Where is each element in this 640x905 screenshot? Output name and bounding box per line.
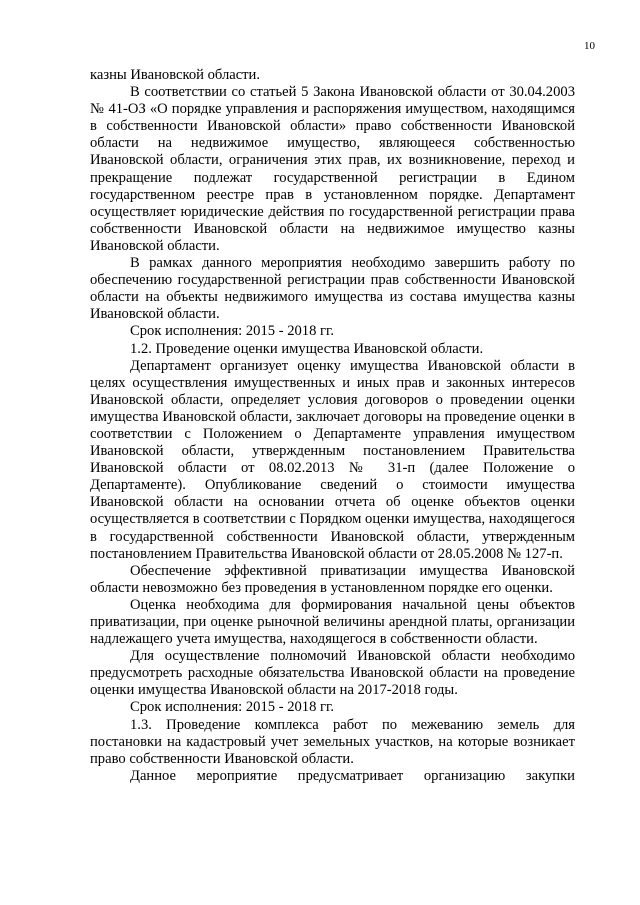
- document-body: [90, 67, 575, 785]
- paragraph-privatization: Обеспечение эффективной приватизации имущества Ивановской области невозможно без проведения в установленном порядке его оценки.: [90, 562, 575, 596]
- paragraph-valuation-purpose: Оценка необходима для формирования начальной цены объектов приватизации, при оценке рыночной величины арендной платы, организации надлежащего учета имущества, находящегося в собственности области.: [90, 596, 575, 648]
- paragraph-continuation: казны Ивановской области.: [90, 67, 261, 83]
- section-heading-1-2: 1.2. Проведение оценки имущества Ивановской области.: [130, 340, 484, 357]
- section-heading-1-3: 1.3. Проведение комплекса работ по межеванию земель для постановки на кадастровый учет земельных участков, на которые возникает право собственности Ивановской области.: [90, 716, 575, 767]
- paragraph-registration-law: В соответствии со статьей 5 Закона Ивановской области от 30.04.2003 № 41-ОЗ «О порядке управления и распоряжения имуществом, находящимся в собственности Ивановской области» право собственности Ивановской области на недвижимое имущество, являющееся собственностью Ивановской области, ограничения этих прав, их возникновение, переход и прекращение подлежат государственной регистрации в Едином государственном реестре прав в установленном порядке. Департамент осуществляет юридические действия по государственной регистрации права собственности Ивановской области на недвижимое имущество казны Ивановской области.: [90, 84, 575, 254]
- paragraph-valuation-department: Департамент организует оценку имущества Ивановской области в целях осуществления имущественных и иных прав и законных интересов Ивановской области, определяет условия договоров о проведении оценки имущества Ивановской области, заключает договоры на проведение оценки в соответствии с Положением о Департаменте управления имуществом Ивановской области, утвержденным постановлением Правительства Ивановской области от 08.02.2013 № 31-п (далее Положение о Департаменте). Опубликование сведений о стоимости имущества Ивановской области на основании отчета об оценке объектов оценки осуществляется в соответствии с Порядком оценки имущества, находящегося в государственной собственности Ивановской области, утвержденным постановлением Правительства Ивановской области от 28.05.2008 № 127-п.: [90, 357, 575, 562]
- paragraph-procurement: Данное мероприятие предусматривает организацию закупки: [130, 767, 575, 784]
- paragraph-budget-obligations: Для осуществление полномочий Ивановской области необходимо предусмотреть расходные обязательства Ивановской области на проведение оценки имущества Ивановской области на 2017-2018 годы.: [90, 648, 575, 699]
- paragraph-deadline: Срок исполнения: 2015 - 2018 гг.: [130, 699, 335, 716]
- page-number: 10: [584, 40, 595, 52]
- paragraph-deadline: Срок исполнения: 2015 - 2018 гг.: [130, 323, 335, 340]
- paragraph-registration-task: В рамках данного мероприятия необходимо завершить работу по обеспечению государственной регистрации прав собственности Ивановской области на объекты недвижимого имущества из состава имущества казны Ивановской области.: [90, 255, 575, 323]
